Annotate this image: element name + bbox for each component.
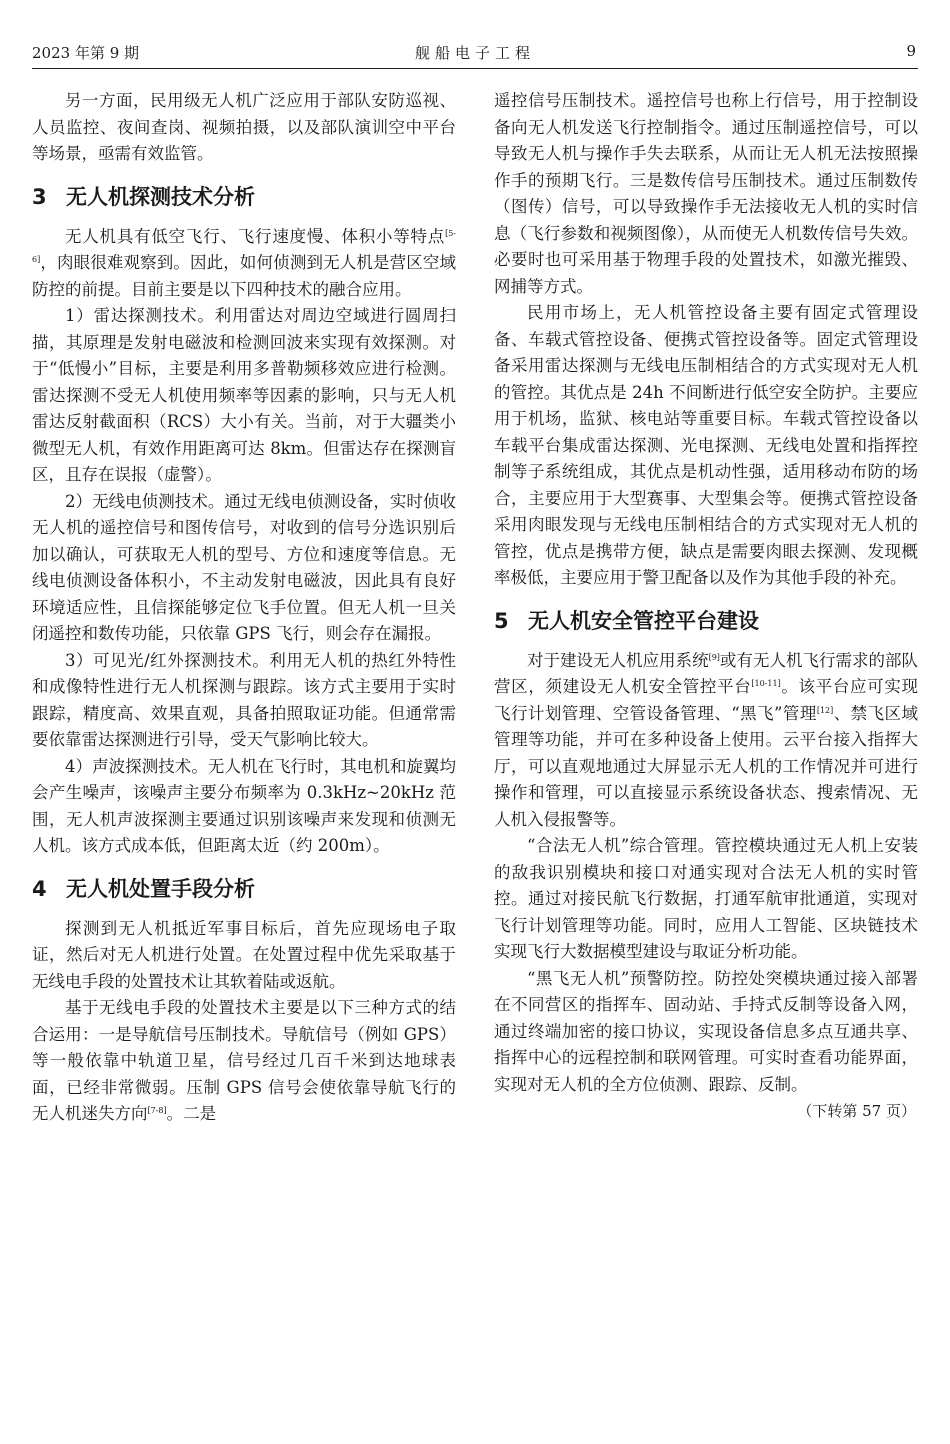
- paragraph-text: 。该平台应可实现飞行计划管理、空管设备管理、“黑飞”管理: [494, 677, 919, 723]
- section-number: 5: [494, 608, 509, 633]
- citation: [7-8]: [147, 1106, 167, 1115]
- paragraph: 探测到无人机抵近军事目标后，首先应现场电子取证，然后对无人机进行处置。在处置过程中优先采取基于无线电手段的处置技术让其软着陆或返航。: [32, 918, 456, 991]
- running-header: [32, 38, 918, 69]
- paragraph: 3）可见光/红外探测技术。利用无人机的热红外特性和成像特性进行无人机探测与跟踪。该方式主要用于实时跟踪，精度高、效果直观，具备拍照取证功能。但通常需要依靠雷达探测进行引导，受天气影响比较大。: [32, 650, 456, 749]
- section-title: 无人机安全管控平台建设: [528, 608, 759, 633]
- citation: [5-6]: [32, 228, 456, 264]
- citation: [12]: [816, 705, 834, 715]
- section-heading-4: [32, 874, 456, 904]
- page-number: 9: [906, 42, 916, 60]
- section-title: 无人机处置手段分析: [66, 876, 255, 901]
- paragraph: 2）无线电侦测技术。通过无线电侦测设备，实时侦收无人机的遥控信号和图传信号，对收到的信号分选识别后加以确认，可获取无人机的型号、方位和速度等信息。无线电侦测设备体积小，不主动发射电磁波，因此具有良好环境适应性，且信探能够定位飞手位置。但无人机一旦关闭遥控和数传功能，只依靠 GPS 飞行，则会存在漏报。: [32, 491, 456, 643]
- journal-title: 舰船电子工程: [414, 44, 535, 62]
- paragraph-text: ，肉眼很难观察到。因此，如何侦测到无人机是营区空域防控的前提。目前主要是以下四种技术的融合应用。: [32, 253, 456, 299]
- paragraph: 遥控信号压制技术。遥控信号也称上行信号，用于控制设备向无人机发送飞行控制指令。通过压制遥控信号，可以导致无人机与操作手失去联系，从而让无人机无法按照操作手的预期飞行。三是数传信号压制技术。通过压制数传（图传）信号，可以导致操作手无法接收无人机的实时信息（飞行参数和视频图像），从而使无人机数传信号失效。必要时也可采用基于物理手段的处置技术，如激光摧毁、网捕等方式。: [494, 91, 918, 296]
- paragraph: 1）雷达探测技术。利用雷达对周边空域进行圆周扫描，其原理是发射电磁波和检测回波来实现有效探测。对于“低慢小”目标，主要是利用多普勒频移效应进行检测。雷达探测不受无人机使用频率等因素的影响，只与无人机雷达反射截面积（RCS）大小有关。当前，对于大疆类小微型无人机，有效作用距离可达 8km。但雷达存在探测盲区，且存在误报（虚警）。: [32, 306, 456, 484]
- paragraph: “合法无人机”综合管理。管控模块通过无人机上安装的敌我识别模块和接口对通实现对合法无人机的实时管控。通过对接民航飞行数据，打通军航审批通道，实现对飞行计划管理等功能。同时，应用人工智能、区块链技术实现飞行大数据模型建设与取证分析功能。: [494, 836, 918, 961]
- paragraph-text: 或有无人机飞行需求的部队营区，须建设无人机安全管控平台: [494, 650, 919, 696]
- paragraph: 民用市场上，无人机管控设备主要有固定式管理设备、车载式管控设备、便携式管控设备等。固定式管理设备采用雷达探测与无线电压制相结合的方式实现对无人机的管控。其优点是 24h 不间断进行低空安全防护。主要应用于机场，监狱、核电站等重要目标。车载式管控设备以车载平台集成雷达探测、光电探测、无线电处置和指挥控制等子系统组成，其优点是机动性强，适用移动布防的场合，主要应用于大型赛事、大型集会等。便携式管控设备采用肉眼发现与无线电压制相结合的方式实现对无人机的管控，优点是携带方便，缺点是需要肉眼去探测、发现概率极低，主要应用于警卫配备以及作为其他手段的补充。: [494, 303, 918, 587]
- paragraph-text: 、禁飞区域管理等功能，并可在多种设备上使用。云平台接入指挥大厅，可以直观地通过大屏显示无人机的工作情况并可进行操作和管理，可以直接显示系统设备状态、搜索情况、无人机入侵报警等。: [494, 703, 919, 829]
- paragraph: “黑飞无人机”预警防控。防控处突模块通过接入部署在不同营区的指挥车、固动站、手持式反制等设备入网，通过终端加密的接口协议，实现设备信息多点互通共享、指挥中心的远程控制和联网管理。可实时查看功能界面，实现对无人机的全方位侦测、跟踪、反制。: [494, 968, 918, 1094]
- issue-label: 2023 年第 9 期: [32, 44, 140, 62]
- continued-note: （下转第 57 页）: [797, 1102, 916, 1120]
- citation: [9]: [708, 652, 720, 662]
- paragraph: 另一方面，民用级无人机广泛应用于部队安防巡视、人员监控、夜间查岗、视频拍摄，以及部队演训空中平台等场景，亟需有效监管。: [32, 91, 456, 163]
- section-number: 3: [32, 184, 47, 209]
- paragraph: [32, 224, 456, 304]
- paragraph-text: 。二是: [166, 1104, 217, 1123]
- section-title: 无人机探测技术分析: [66, 184, 255, 209]
- citation: [10-11]: [751, 679, 781, 688]
- section-heading-5: [494, 606, 918, 636]
- section-heading-3: [32, 182, 456, 212]
- paragraph-text: 基于无线电手段的处置技术主要是以下三种方式的结合运用：一是导航信号压制技术。导航信号（例如 GPS）等一般依靠中轨道卫星，信号经过几百千米到达地球表面，已经非常微弱。压制 GPS 信号会使依靠导航飞行的无人机迷失方向: [32, 998, 456, 1123]
- section-number: 4: [32, 876, 47, 901]
- paragraph: [494, 648, 918, 834]
- paragraph: 4）声波探测技术。无人机在飞行时，其电机和旋翼均会产生噪声，该噪声主要分布频率为 0.3kHz~20kHz 范围，无人机声波探测主要通过识别该噪声来发现和侦测无人机。该方式成本低，但距离太近（约 200m）。: [32, 756, 456, 855]
- right-column: [494, 88, 918, 1121]
- paragraph: [32, 995, 456, 1128]
- paragraph-text: 无人机具有低空飞行、飞行速度慢、体积小等特点: [65, 226, 446, 246]
- paragraph-text: 对于建设无人机应用系统: [527, 650, 709, 670]
- left-column: [32, 88, 456, 1128]
